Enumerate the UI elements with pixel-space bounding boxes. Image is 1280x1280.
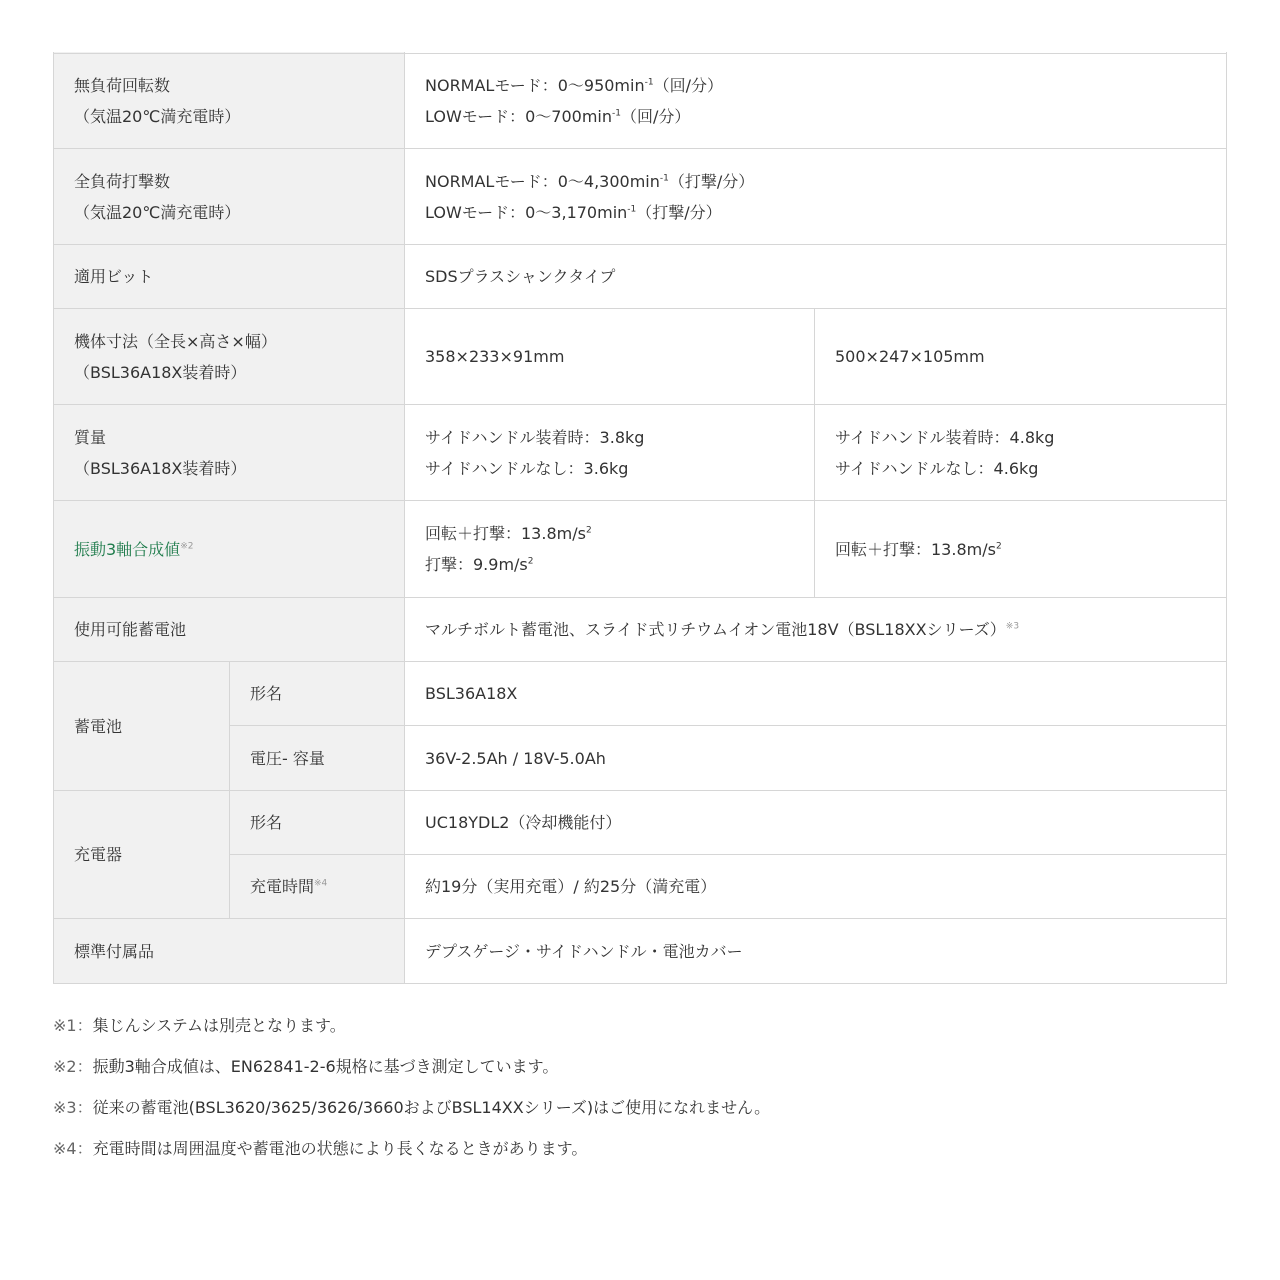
row-dimensions <box>54 309 1227 405</box>
row-battery-compat <box>54 598 1227 662</box>
label-bit: 適用ビット <box>54 245 405 309</box>
value-no-load-speed: NORMALモード：$0\sim 950\min^{-1}$（回/分） LOWモード：$0\sim 700\min^{-1}$（回/分） <box>405 54 1227 149</box>
footnote-2: ※2：振動3軸合成値は、EN62841-2-6規格に基づき測定しています。 <box>53 1057 559 1076</box>
footnotes <box>53 1012 1226 1176</box>
spec-table <box>53 52 1227 984</box>
row-charger-time <box>54 855 1227 919</box>
row-accessories <box>54 919 1227 984</box>
value-battery-voltage: 36V-2.5Ah / 18V-5.0Ah <box>405 726 1227 791</box>
row-battery-voltage <box>54 726 1227 791</box>
label-charger-model: 形名 <box>230 791 405 855</box>
row-charger-model <box>54 791 1227 855</box>
label-battery-group: 蓄電池 <box>54 662 230 791</box>
label-battery-voltage: 電圧- 容量 <box>230 726 405 791</box>
unit-sup: 2 <box>585 525 592 536</box>
unit-sup: -1 <box>627 204 637 215</box>
footnote-4: ※4：充電時間は周囲温度や蓄電池の状態により長くなるときがあります。 <box>53 1139 588 1158</box>
label-no-load-speed: 無負荷回転数 （気温20℃満充電時） <box>54 54 405 149</box>
row-no-load-speed <box>54 54 1227 149</box>
label-vibration: 振動3軸合成値$^{※2}$ <box>54 501 405 598</box>
label-accessories: 標準付属品 <box>54 919 405 984</box>
row-bit <box>54 245 1227 309</box>
value-battery-model: BSL36A18X <box>405 662 1227 726</box>
note-ref-2: ※2 <box>180 541 194 552</box>
label-impact-rate: 全負荷打撃数 （気温20℃満充電時） <box>54 149 405 245</box>
label-battery-compat: 使用可能蓄電池 <box>54 598 405 662</box>
row-impact-rate <box>54 149 1227 245</box>
note-ref-3: ※3 <box>1005 621 1020 632</box>
value-charger-time: 約19分（実用充電）/ 約25分（満充電） <box>405 855 1227 919</box>
value-bit: SDSプラスシャンクタイプ <box>405 245 1227 309</box>
value-accessories: デプスゲージ・サイドハンドル・電池カバー <box>405 919 1227 984</box>
footnote-1: ※1：集じんシステムは別売となります。 <box>53 1016 346 1035</box>
value-battery-compat: マルチボルト蓄電池、スライド式リチウムイオン電池18V（BSL18XXシリーズ）$^{※3}$ <box>405 598 1227 662</box>
value-vibration-a: 回転＋打撃：$13.8m/s^2$ 打撃：$9.9m/s^2$ <box>405 501 815 598</box>
footnote-3: ※3：従来の蓄電池(BSL3620/3625/3626/3660およびBSL14XXシリーズ)はご使用になれません。 <box>53 1098 771 1117</box>
label-battery-model: 形名 <box>230 662 405 726</box>
value-vibration-b: 回転＋打撃：$13.8m/s^2$ <box>815 501 1227 598</box>
label-dimensions: 機体寸法（全長×高さ×幅） （BSL36A18X装着時） <box>54 309 405 405</box>
unit-sup: -1 <box>644 77 654 88</box>
value-dimensions-a: 358×233×91mm <box>405 309 815 405</box>
row-mass <box>54 405 1227 501</box>
value-impact-rate: NORMALモード：$0\sim 4,300\min^{-1}$（打撃/分） LOWモード：$0\sim 3,170\min^{-1}$（打撃/分） <box>405 149 1227 245</box>
label-charger-time: 充電時間$^{※4}$ <box>230 855 405 919</box>
label-mass: 質量 （BSL36A18X装着時） <box>54 405 405 501</box>
label-charger-group: 充電器 <box>54 791 230 919</box>
unit-sup: -1 <box>659 173 669 184</box>
unit-sup: 2 <box>527 556 534 567</box>
value-mass-b: サイドハンドル装着時：4.8kg サイドハンドルなし：4.6kg <box>815 405 1227 501</box>
unit-sup: -1 <box>612 108 621 119</box>
row-vibration <box>54 501 1227 598</box>
row-battery-model <box>54 662 1227 726</box>
note-ref-4: ※4 <box>314 878 328 889</box>
unit-sup: 2 <box>995 541 1002 552</box>
value-charger-model: UC18YDL2（冷却機能付） <box>405 791 1227 855</box>
value-mass-a: サイドハンドル装着時：3.8kg サイドハンドルなし：3.6kg <box>405 405 815 501</box>
value-dimensions-b: 500×247×105mm <box>815 309 1227 405</box>
